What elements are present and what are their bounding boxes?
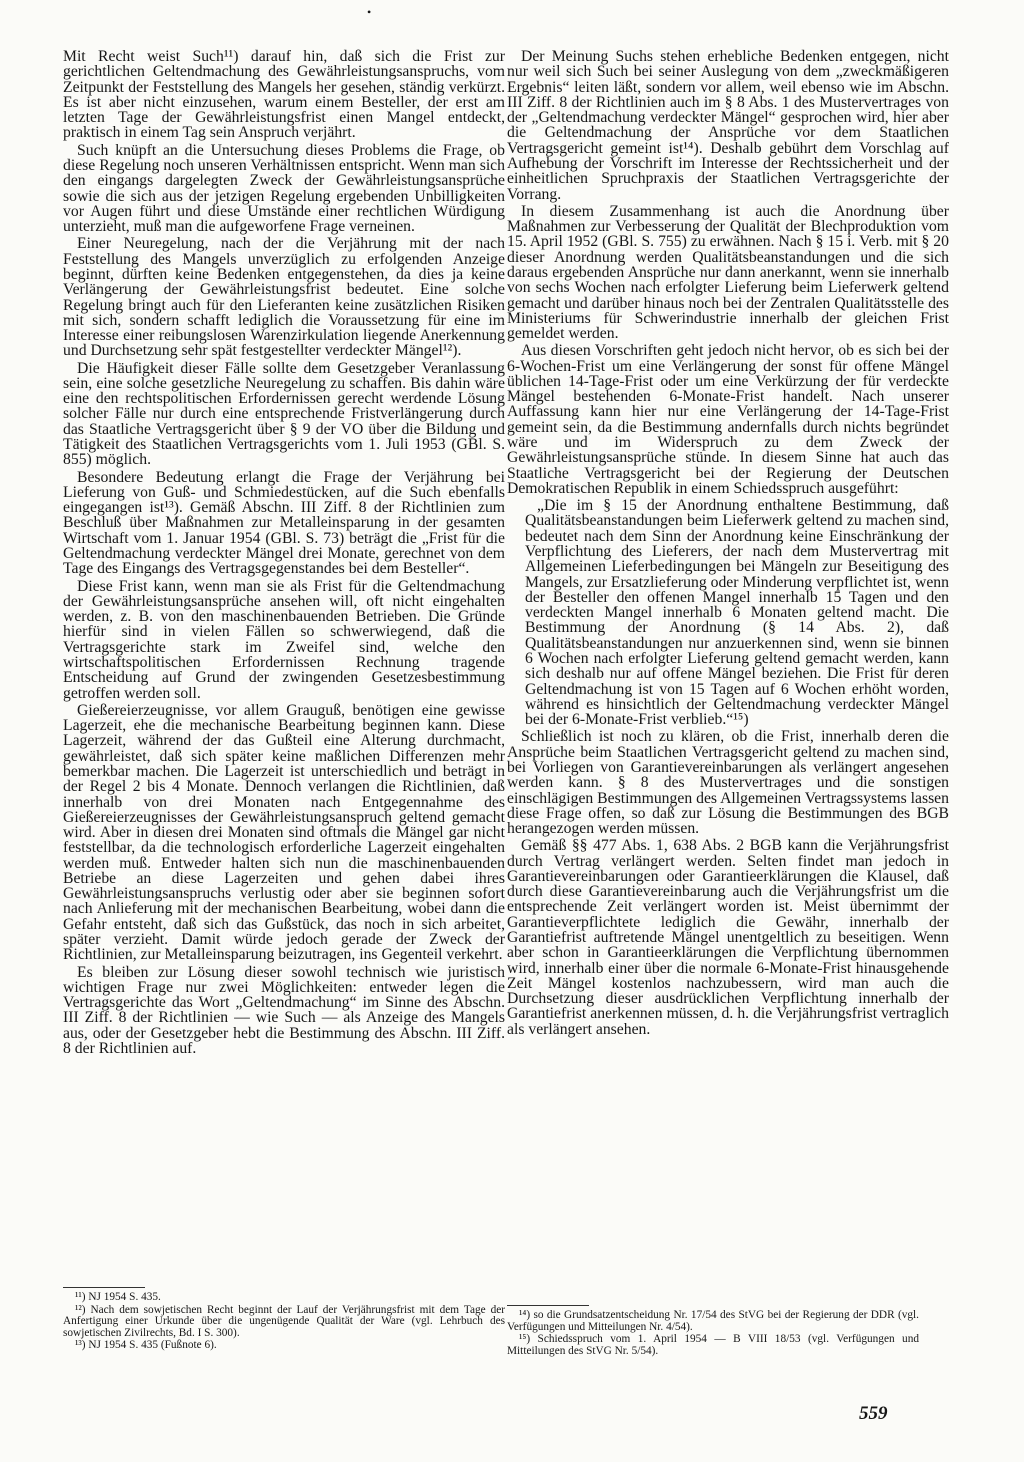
block-quote: „Die im § 15 der Anordnung enthaltene Bestimmung, daß Qualitätsbeanstandungen beim Lieferwerk geltend zu machen sind, bedeutet nach dem Sinn der Anordnung keine Einschränkung der Verpflichtung des Lieferers, der nach dem Mustervertrag mit Allgemeinen Lieferbedingungen bei Mängeln zur Beseitigung des Mangels, zur Ersatzlieferung oder Minderung verpflichtet ist, wenn der Besteller den offenen Mangel innerhalb 15 Tagen und den verdeckten Mangel innerhalb 6 Monaten geltend macht. Die Bestimmung der Anordnung (§ 14 Abs. 2), daß Qualitätsbeanstandungen nur anzuerkennen sind, wenn sie binnen 6 Wochen nach erfolgter Lieferung geltend gemacht werden, kann sich deshalb nur auf offene Mängel beziehen. Die Frist für deren Geltendmachung ist von 15 Tagen auf 6 Wochen erhöht worden, während es hinsichtlich der Geltendmachung verdeckter Mängel bei der 6-Monate-Frist verblieb.“¹⁵) [525, 497, 949, 729]
paragraph: In diesem Zusammenhang ist auch die Anordnung über Maßnahmen zur Verbesserung der Qualität der Blechproduktion vom 15. April 1952 (GBl. S. 755) zu erwähnen. Nach § 15 i. Verb. mit § 20 dieser Anordnung werden Qualitätsbeanstandungen und die sich daraus ergebenden Ansprüche nur dann anerkannt, wenn sie innerhalb von sechs Wochen nach erfolgter Lieferung beim Lieferwerk geltend gemacht und darüber hinaus noch bei der Zentralen Qualitätsstelle des Ministeriums für Schwerindustrie innerhalb der gleichen Frist gemeldet werden. [507, 202, 949, 343]
footnote: ¹¹) NJ 1954 S. 435. [75, 1291, 161, 1303]
footnotes-left [63, 1292, 505, 1353]
paragraph: Besondere Bedeutung erlangt die Frage der Verjährung bei Lieferung von Guß- und Schmiedestücken, auf die Such ebenfalls eingegangen ist¹³). Gemäß Abschn. III Ziff. 8 der Richtlinien zum Beschluß über Maßnahmen zur Metalleinsparung in der gesamten Wirtschaft vom 1. Januar 1954 (GBl. S. 73) beträgt die „Frist für die Geltendmachung verdeckter Mängel drei Monate, gerechnet von dem Tage des Eingangs des Vertragsgegenstandes bei dem Besteller“. [63, 468, 505, 578]
page-number: 559 [859, 1403, 888, 1424]
paragraph: Die Häufigkeit dieser Fälle sollte dem Gesetzgeber Veranlassung sein, eine solche gesetzliche Neuregelung zu schaffen. Bis dahin wäre eine den rechtspolitischen Erfordernissen gerecht werdende Lösung solcher Fälle nur durch eine entsprechende Fristverlängerung durch das Staatliche Vertragsgericht über § 9 der VO über die Bildung und Tätigkeit des Staatlichen Vertragsgerichts vom 1. Juli 1953 (GBl. S. 855) möglich. [63, 359, 505, 469]
right-column [507, 49, 949, 1039]
paragraph: Aus diesen Vorschriften geht jedoch nicht hervor, ob es sich bei der 6-Wochen-Frist um eine Verlängerung der sonst für offene Mängel üblichen 14-Tage-Frist oder um eine Verkürzung der für verdeckte Mängel bestehenden 6-Monate-Frist handelt. Nach unserer Auffassung kann hier nur eine Verlängerung der 14-Tage-Frist gemeint sein, da die Bestimmung andernfalls durch nichts begründet wäre und im Widerspruch zu dem Zweck der Gewährleistungsansprüche stünde. In diesem Sinne hat auch das Staatliche Vertragsgericht bei der Regierung der Deutschen Demokratischen Republik in einem Schiedsspruch ausgeführt: [507, 342, 949, 497]
footnote: ¹⁴) so die Grundsatzentscheidung Nr. 17/54 des StVG bei der Regierung der DDR (vgl. Verfügungen und Mitteilungen Nr. 4/54). [507, 1309, 919, 1333]
paragraph: Gemäß §§ 477 Abs. 1, 638 Abs. 2 BGB kann die Verjährungsfrist durch Vertrag verlängert werden. Selten findet man jedoch in Garantievereinbarungen oder Garantieerklärungen die Klausel, daß durch diese Garantievereinbarung auch die Verjährungsfrist um die entsprechende Zeit verlängert worden ist. Meist übernimmt der Garantieverpflichtete lediglich die Gewähr, innerhalb der Garantiefrist auftretende Mängel unentgeltlich zu beseitigen. Wenn aber schon in Garantieerklärungen die Verpflichtung übernommen wird, innerhalb einer über die normale 6-Monate-Frist hinausgehende Zeit Mängel kostenlos nachzubessern, wird man auch die Durchsetzung dieser ausdrücklichen Verpflichtung innerhalb der Garantiefrist anerkennen müssen, d. h. die Verjährungsfrist vertraglich als verlängert ansehen. [507, 837, 949, 1038]
paragraph: Such knüpft an die Untersuchung dieses Problems die Frage, ob diese Regelung noch unseren Verhältnissen entspricht. Wenn man sich den eingangs dargelegten Zweck der Gewährleistungsansprüche sowie die sich aus der jetzigen Regelung ergebenden Unbilligkeiten vor Augen führt und diese Umstände einer rechtlichen Würdigung unterzieht, muß man die aufgeworfene Frage verneinen. [63, 141, 505, 236]
footnote-rule [63, 1287, 145, 1288]
paragraph: Der Meinung Suchs stehen erhebliche Bedenken entgegen, nicht nur weil sich Such bei seiner Auslegung von dem „zweckmäßigeren Ergebnis“ leiten läßt, sondern vor allem, weil ebenso wie im Abschn. III Ziff. 8 der Richtlinien auch im § 8 Abs. 1 des Mustervertrages von der „Geltendmachung verdeckter Mängel“ gesprochen wird, hier aber die Geltendmachung der Ansprüche vor dem Staatlichen Vertragsgericht gemeint ist¹⁴). Deshalb gebührt dem Vorschlag auf Aufhebung der Vorschrift im Interesse der Rechtssicherheit und der einheitlichen Spruchpraxis der Staatlichen Vertragsgerichte der Vorrang. [507, 48, 949, 203]
footnotes-right [507, 1310, 919, 1358]
paragraph: Schließlich ist noch zu klären, ob die Frist, innerhalb deren die Ansprüche beim Staatlichen Vertragsgericht geltend zu machen sind, bei Vorliegen von Garantievereinbarungen als verlängert angesehen werden kann. § 8 des Mustervertrages und die sonstigen einschlägigen Bestimmungen des Allgemeinen Vertragssystems lassen diese Frage offen, so daß zur Lösung die Bestimmungen des BGB herangezogen werden müssen. [507, 728, 949, 838]
paragraph: Einer Neuregelung, nach der die Verjährung mit der nach Feststellung des Mangels unverzüglich zu erfolgenden Anzeige beginnt, dürften keine Bedenken entgegenstehen, da dies ja keine Verlängerung der Gewährleistungsfrist bedeutet. Eine solche Regelung bringt auch für den Lieferanten keine zusätzlichen Risiken mit sich, sondern schafft lediglich die Voraussetzung für eine im Interesse einer reibungslosen Warenzirkulation liegende Anerkennung und Durchsetzung sehr spät festgestellter verdeckter Mängel¹²). [63, 235, 505, 360]
footnote: ¹³) NJ 1954 S. 435 (Fußnote 6). [75, 1339, 217, 1352]
paragraph: Es bleiben zur Lösung dieser sowohl technisch wie juristisch wichtigen Frage nur zwei Möglichkeiten: entweder legen die Vertragsgerichte das Wort „Geltendmachung“ im Sinne des Abschn. III Ziff. 8 der Richtlinien — wie Such — als Anzeige des Mangels aus, oder der Gesetzgeber hebt die Bestimmung des Abschn. III Ziff. 8 der Richtlinien auf. [63, 963, 505, 1057]
footnote-rule [507, 1305, 589, 1306]
paragraph: Gießereierzeugnisse, vor allem Grauguß, benötigen eine gewisse Lagerzeit, ehe die mechanische Bearbeitung beginnen kann. Diese Lagerzeit, während der das Gußteil eine Alterung durchmacht, gewährleistet, daß sich später keine maßlichen Differenzen mehr bemerkbar machen. Die Lagerzeit ist unterschiedlich und beträgt in der Regel 2 bis 4 Monate. Dennoch verlangen die Richtlinien, daß innerhalb von drei Monaten nach Entgegennahme des Gießereierzeugnisses der Gewährleistungsanspruch geltend gemacht wird. Aber in diesen drei Monaten sind oftmals die Mängel gar nicht feststellbar, da die technologisch erforderliche Lagerzeit eingehalten werden muß. Entweder halten sich nun die maschinenbauenden Betriebe an diese Lagerzeiten und gehen dabei ihres Gewährleistungsanspruchs verlustig oder aber sie beginnen sofort nach Anlieferung mit der mechanischen Bearbeitung, wobei dann die Gefahr entsteht, daß sich das Gußstück, das noch in sich arbeitet, später verzieht. Damit würde jedoch gerade der Zweck der Richtlinien, zur Metalleinsparung beizutragen, ins Gegenteil verkehrt. [63, 701, 505, 964]
left-column [63, 49, 505, 1058]
paragraph: Diese Frist kann, wenn man sie als Frist für die Geltendmachung der Gewährleistungsansprüche ansehen will, oft nicht eingehalten werden, z. B. von den maschinenbauenden Betrieben. Die Gründe hierfür sind in vielen Fällen so schwerwiegend, daß die Vertragsgerichte stark im Zweifel sind, welche den wirtschaftspolitischen Erfordernissen Rechnung tragende Entscheidung auf Grund der zwingenden Gesetzesbestimmung getroffen werden soll. [63, 577, 505, 702]
footnote: ¹²) Nach dem sowjetischen Recht beginnt der Lauf der Verjährungsfrist mit dem Tage der Anfertigung einer Urkunde über die ungenügende Qualität der Ware (vgl. Lehrbuch des sowjetischen Zivilrechts, Bd. I S. 300). [63, 1303, 505, 1339]
paragraph: Mit Recht weist Such¹¹) darauf hin, daß sich die Frist zur gerichtlichen Geltendmachung des Gewährleistungsanspruchs, vom Zeitpunkt der Feststellung des Mangels her gesehen, ständig verkürzt. Es ist aber nicht einzusehen, warum einem Besteller, der erst am letzten Tage der Gewährleistungsfrist einen Mangel entdeckt, praktisch in einem Tag sein Anspruch verjährt. [63, 48, 505, 142]
top-mark: • [367, 5, 372, 19]
footnote: ¹⁵) Schiedsspruch vom 1. April 1954 — B VIII 18/53 (vgl. Verfügungen und Mitteilungen des StVG Nr. 5/54). [507, 1333, 919, 1357]
